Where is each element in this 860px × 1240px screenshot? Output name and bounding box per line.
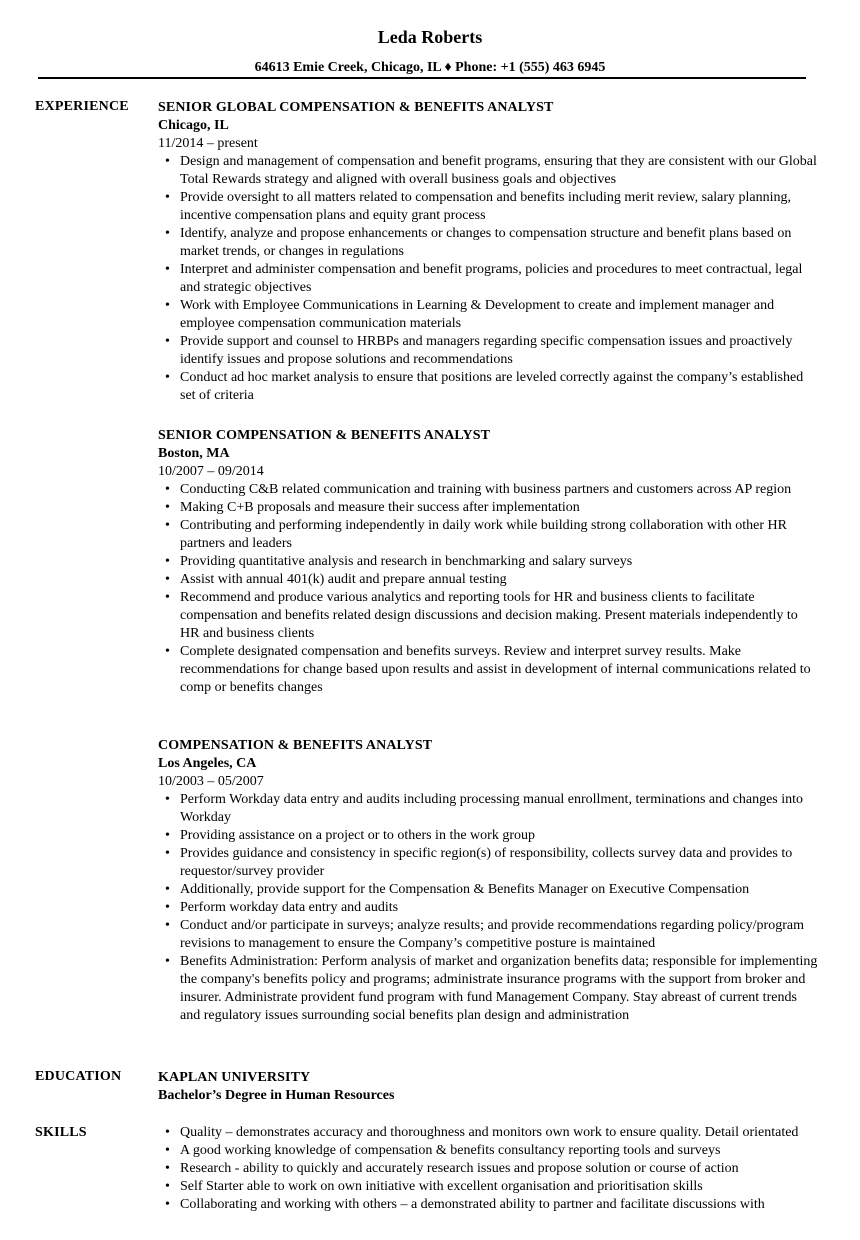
job-location: Chicago, IL <box>158 118 229 133</box>
job-2 <box>158 427 818 697</box>
section-label-experience: EXPERIENCE <box>35 99 129 114</box>
list-item: • Perform Workday data entry and audits including processing manual enrollment, terminations and changes into Workday <box>180 791 818 827</box>
education-block <box>158 1069 818 1105</box>
list-item: • Provide support and counsel to HRBPs and managers regarding specific compensation issues and proactively identify issues and propose solutions and recommendations <box>180 333 818 369</box>
job-title: SENIOR COMPENSATION & BENEFITS ANALYST <box>158 428 491 443</box>
job-bullets <box>158 791 818 1025</box>
section-label-education: EDUCATION <box>35 1069 122 1084</box>
list-item: • Contributing and performing independently in daily work while building strong collaboration with other HR partners and leaders <box>180 517 818 553</box>
list-item: • Design and management of compensation and benefit programs, ensuring that they are consistent with our Global Total Rewards strategy and aligned with overall business goals and objectives <box>180 153 818 189</box>
list-item: • Conduct and/or participate in surveys; analyze results; and provide recommendations regarding policy/program revisions to management to ensure the Company’s competitive posture is maintained <box>180 917 818 953</box>
list-item: • Interpret and administer compensation and benefit programs, policies and procedures to meet contractual, legal and strategic objectives <box>180 261 818 297</box>
job-title: COMPENSATION & BENEFITS ANALYST <box>158 738 433 753</box>
list-item: • Work with Employee Communications in Learning & Development to create and implement manager and employee compensation communication materials <box>180 297 818 333</box>
job-location: Los Angeles, CA <box>158 756 257 771</box>
job-title: SENIOR GLOBAL COMPENSATION & BENEFITS ANALYST <box>158 100 554 115</box>
list-item: • Assist with annual 401(k) audit and prepare annual testing <box>180 571 818 589</box>
list-item: • Complete designated compensation and benefits surveys. Review and interpret survey results. Make recommendations for change based upon results and assist in development of internal communications related to comp or benefits changes <box>180 643 818 697</box>
degree: Bachelor’s Degree in Human Resources <box>158 1088 395 1103</box>
section-label-skills: SKILLS <box>35 1125 87 1140</box>
list-item: • A good working knowledge of compensation & benefits consultancy reporting tools and surveys <box>180 1142 818 1160</box>
job-bullets <box>158 481 818 697</box>
list-item: • Perform workday data entry and audits <box>180 899 818 917</box>
list-item: • Provide oversight to all matters related to compensation and benefits including merit review, salary planning, incentive compensation plans and equity grant process <box>180 189 818 225</box>
school-name: KAPLAN UNIVERSITY <box>158 1070 311 1085</box>
job-bullets <box>158 153 818 405</box>
list-item: • Identify, analyze and propose enhancements or changes to compensation structure and benefit plans based on market trends, or changes in regulations <box>180 225 818 261</box>
job-1 <box>158 99 818 405</box>
job-dates: 11/2014 – present <box>158 136 258 151</box>
list-item: • Providing quantitative analysis and research in benchmarking and salary surveys <box>180 553 818 571</box>
list-item: • Recommend and produce various analytics and reporting tools for HR and business clients to facilitate compensation and benefits related design discussions and decision making. Present materials independently to HR and business clients <box>180 589 818 643</box>
list-item: • Research - ability to quickly and accurately research issues and propose solution or course of action <box>180 1160 818 1178</box>
contact-line: 64613 Emie Creek, Chicago, IL ♦ Phone: +1 (555) 463 6945 <box>254 60 606 75</box>
list-item: • Making C+B proposals and measure their success after implementation <box>180 499 818 517</box>
list-item: • Benefits Administration: Perform analysis of market and organization benefits data; responsible for implementing the company's benefits policy and programs; administrate insurance programs with the support from broker and insurer. Administrate provident fund program with fund Management Company. Stay abreast of current trends and regulatory issues surrounding social benefits plan design and administration <box>180 953 818 1025</box>
job-dates: 10/2003 – 05/2007 <box>158 774 264 789</box>
job-dates: 10/2007 – 09/2014 <box>158 464 264 479</box>
skills-block <box>158 1124 818 1214</box>
list-item: • Conduct ad hoc market analysis to ensure that positions are leveled correctly against the company’s established set of criteria <box>180 369 818 405</box>
list-item: • Providing assistance on a project or to others in the work group <box>180 827 818 845</box>
job-location: Boston, MA <box>158 446 230 461</box>
header-divider <box>38 77 806 79</box>
list-item: • Additionally, provide support for the Compensation & Benefits Manager on Executive Compensation <box>180 881 818 899</box>
list-item: • Quality – demonstrates accuracy and thoroughness and monitors own work to ensure quality. Detail orientated <box>180 1124 818 1142</box>
job-3 <box>158 737 818 1025</box>
list-item: • Self Starter able to work on own initiative with excellent organisation and prioritisation skills <box>180 1178 818 1196</box>
candidate-name: Leda Roberts <box>377 27 483 47</box>
skills-bullets <box>158 1124 818 1214</box>
list-item: • Provides guidance and consistency in specific region(s) of responsibility, collects survey data and provides to requestor/survey provider <box>180 845 818 881</box>
list-item: • Collaborating and working with others – a demonstrated ability to partner and facilitate discussions with <box>180 1196 818 1214</box>
list-item: • Conducting C&B related communication and training with business partners and customers across AP region <box>180 481 818 499</box>
